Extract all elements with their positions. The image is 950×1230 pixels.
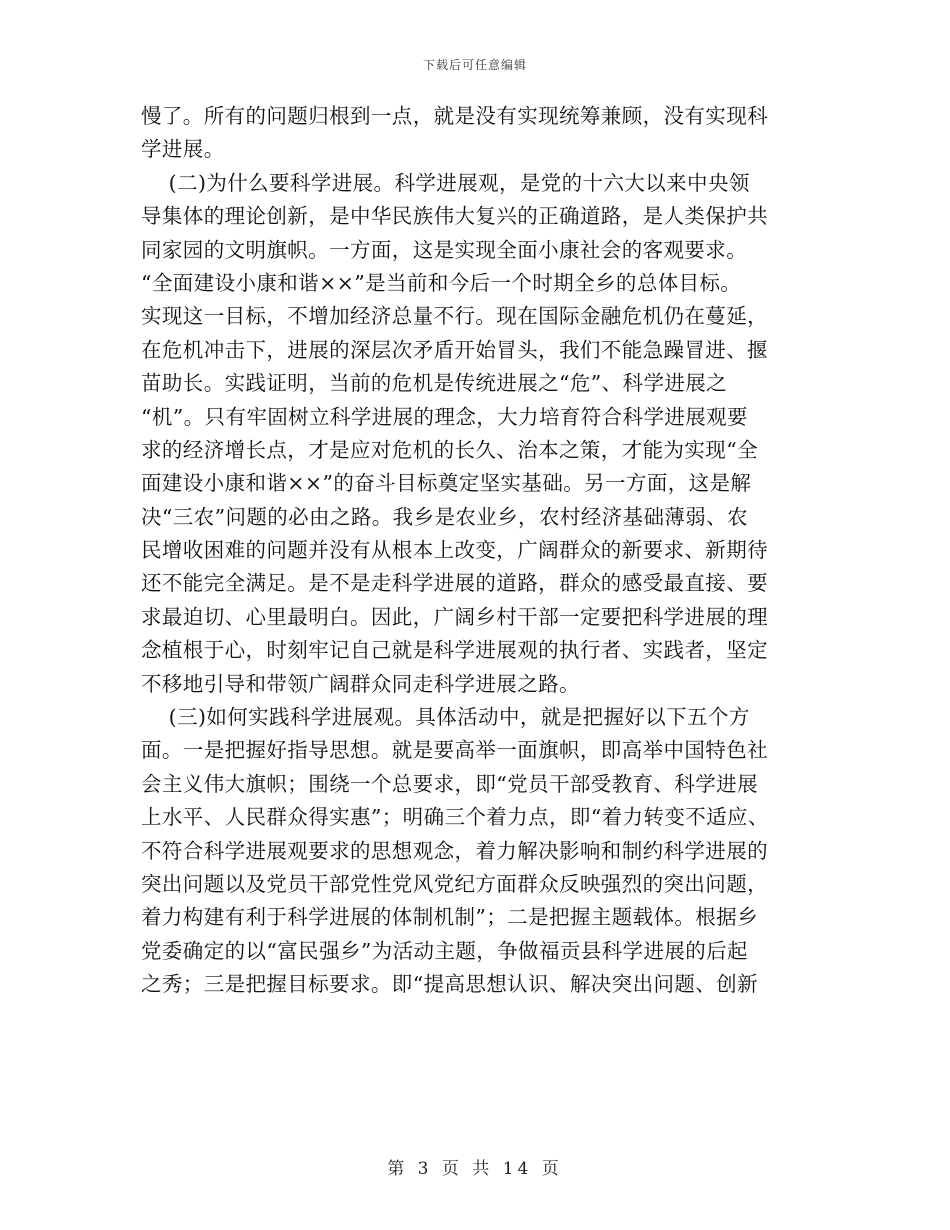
text-line: 党委确定的以“富民强乡”为活动主题，争做福贡县科学进展的后起 bbox=[141, 938, 748, 963]
text-line: 面建设小康和谐××”的奋斗目标奠定坚实基础。另一方面，这是解 bbox=[141, 471, 752, 496]
text-line: 慢了。所有的问题归根到一点，就是没有实现统筹兼顾，没有实现科 bbox=[141, 104, 768, 128]
text-line: 民增收困难的问题并没有从根本上改变，广阔群众的新要求、新期待 bbox=[141, 538, 768, 563]
text-line: 学进展。 bbox=[141, 137, 225, 162]
text-line: 之秀；三是把握目标要求。即“提高思想认识、解决突出问题、创新 bbox=[141, 972, 758, 997]
text-line: 苗助长。实践证明，当前的危机是传统进展之“危”、科学进展之 bbox=[141, 371, 728, 396]
text-line: 不移地引导和带领广阔群众同走科学进展之路。 bbox=[141, 671, 580, 696]
text-line: 求最迫切、心里最明白。因此，广阔乡村干部一定要把科学进展的理 bbox=[141, 604, 768, 629]
document-body bbox=[141, 100, 801, 1002]
text-line: 求的经济增长点，才是应对危机的长久、治本之策，才能为实现“全 bbox=[141, 437, 758, 462]
text-line: 导集体的理论创新，是中华民族伟大复兴的正确道路，是人类保护共 bbox=[141, 204, 768, 229]
text-line: “机”。只有牢固树立科学进展的理念，大力培育符合科学进展观要 bbox=[141, 404, 748, 429]
text-line: 决“三农”问题的必由之路。我乡是农业乡，农村经济基础薄弱、农 bbox=[141, 504, 748, 529]
text-line: 还不能完全满足。是不是走科学进展的道路，群众的感受最直接、要 bbox=[141, 571, 768, 596]
text-line: (二)为什么要科学进展。科学进展观，是党的十六大以来中央领 bbox=[141, 170, 750, 195]
text-line: 突出问题以及党员干部党性党风党纪方面群众反映强烈的突出问题， bbox=[141, 871, 768, 896]
text-line: 上水平、人民群众得实惠”；明确三个着力点，即“着力转变不适应、 bbox=[141, 805, 769, 830]
text-line: (三)如何实践科学进展观。具体活动中，就是把握好以下五个方 bbox=[141, 705, 750, 730]
text-line: 实现这一目标，不增加经济总量不行。现在国际金融危机仍在蔓延， bbox=[141, 304, 768, 329]
text-line: 面。一是把握好指导思想。就是要高举一面旗帜，即高举中国特色社 bbox=[141, 738, 768, 763]
text-line: 会主义伟大旗帜；围绕一个总要求，即“党员干部受教育、科学进展 bbox=[141, 771, 758, 796]
page-header-note: 下载后可任意编辑 bbox=[422, 58, 527, 72]
text-line: 不符合科学进展观要求的思想观念，着力解决影响和制约科学进展的 bbox=[141, 838, 768, 863]
text-line: 同家园的文明旗帜。一方面，这是实现全面小康社会的客观要求。 bbox=[141, 237, 748, 262]
text-line: 在危机冲击下，进展的深层次矛盾开始冒头，我们不能急躁冒进、揠 bbox=[141, 337, 768, 362]
text-line: 念植根于心，时刻牢记自己就是科学进展观的执行者、实践者，坚定 bbox=[141, 638, 768, 663]
text-line: 着力构建有利于科学进展的体制机制”；二是把握主题载体。根据乡 bbox=[141, 905, 758, 930]
text-line: “全面建设小康和谐××”是当前和今后一个时期全乡的总体目标。 bbox=[141, 270, 742, 295]
page-number-footer: 第 3 页 共 14 页 bbox=[387, 1159, 563, 1179]
